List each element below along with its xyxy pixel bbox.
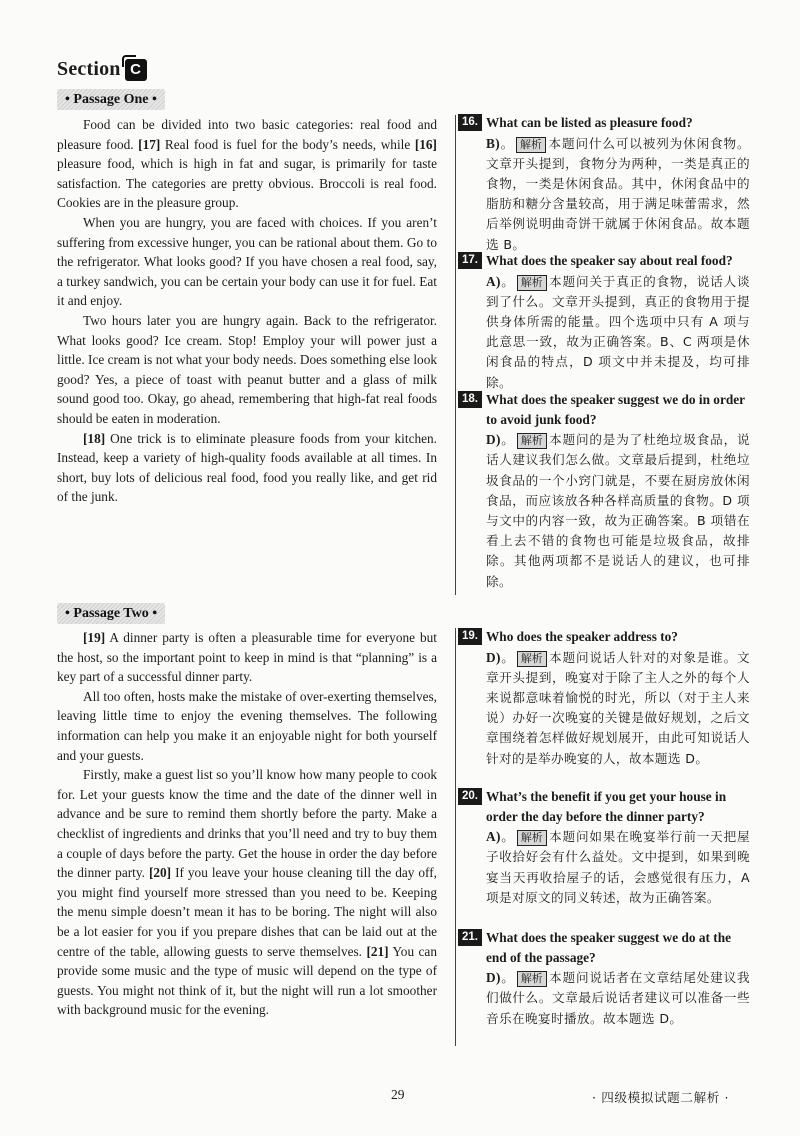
passage-paragraph (57, 213, 437, 311)
explanation-label: 解析 (517, 830, 547, 846)
answer-separator: 。 (500, 970, 515, 986)
passage-text: When you are hungry, you are faced with choices. If you aren’t suffering from excessive hunger, you can be rational about them. Go to the refrigerator. What looks good? If you have chosen a real food, say, a turkey sandwich, you can be certain your body can use it for fuel. Eat it and enjoy. (57, 214, 437, 309)
question-marker: [16] (414, 136, 437, 152)
question-explanation (486, 134, 750, 255)
answer-letter: D) (486, 970, 501, 986)
passage-text: If you leave your house cleaning till the day off, you might find yourself more stressed than you need to be. Keeping the menu simple doesn’t mean it has to be boring. The night will also be a lot easier for you if you prepare dishes that can be laid out at the centre of the table, allowing guests to serve themselves. (57, 865, 437, 959)
answer-separator: 。 (500, 829, 515, 845)
answer-letter: A) (486, 829, 501, 845)
question-number: 16. (458, 114, 482, 131)
explanation-text: 本题问的是为了杜绝垃圾食品，说话人建议我们怎么做。文章最后提到，杜绝垃圾食品的一个小窍门就是，不要在厨房放休闲食品，而应该放各种各样高质量的食物。D 项与文中的内容一致，故为正确答案。B 项错在看上去不错的食物也可能是垃圾食品，故排除。其他两项都不是说话人的建议，也可排除。 (486, 432, 751, 589)
answer-letter: D) (486, 432, 501, 448)
explanation-text: 本题问说话人针对的对象是谁。文章开头提到，晚宴对于除了主人之外的每个人来说都意味着愉悦的时光，所以（对于主人来说）办好一次晚宴的关键是做好规划，之后文章围绕着怎样做好规划展开，由此可知说话人针对的是举办晚宴的人，故本题选 D。 (486, 649, 751, 766)
passage-two-tag: • Passage Two • (57, 603, 165, 624)
question-text: What does the speaker say about real food? (486, 253, 733, 268)
question-number: 17. (458, 252, 482, 269)
question-explanation (486, 430, 750, 592)
explanation-label: 解析 (516, 137, 546, 153)
answer-letter: B) (486, 135, 501, 151)
passage-text: Food can be divided into two basic categories: real food and pleasure food. (57, 117, 437, 152)
section-letter-badge: C (125, 59, 147, 81)
question-text: Who does the speaker address to? (486, 629, 678, 644)
passage-paragraph (57, 311, 437, 429)
explanation-label: 解析 (517, 651, 547, 667)
explanation-text: 本题问关于真正的食物，说话人谈到了什么。文章开头提到，真正的食物用于提供身体所需的能量。四个选项中只有 A 项与此意思一致，故为正确答案。B、C 两项是休闲食品的特点，D 项文中并未提及，均可排除。 (486, 273, 751, 390)
question-number: 20. (458, 788, 482, 805)
passage-text: All too often, hosts make the mistake of over-exerting themselves, leaving little time to enjoy the evening themselves. The following information can help you make it an enjoyable night for both yourself and your guests. (57, 688, 437, 763)
passage-one-text (57, 115, 437, 507)
explanation-label: 解析 (517, 433, 547, 449)
question-explanation (486, 827, 750, 908)
question-number: 21. (458, 929, 482, 946)
question-block (458, 627, 750, 769)
question-explanation (486, 272, 750, 393)
section-title (57, 58, 147, 81)
passage-paragraph (57, 628, 437, 687)
question-marker: [21] (366, 943, 389, 959)
question-block (458, 390, 750, 592)
question-marker: [17] (138, 136, 161, 152)
question-block (458, 113, 750, 255)
answer-separator: 。 (500, 135, 515, 151)
question-header (458, 113, 750, 133)
passage-text: pleasure food, which is high in fat and sugar, is primarily for taste satisfaction. The categories are pretty obvious. Broccoli is real food. Cookies are in the pleasure group. (57, 156, 437, 211)
explanation-text: 本题问说话者在文章结尾处建议我们做什么。文章最后说话者建议可以准备一些音乐在晚宴时播放。故本题选 D。 (486, 970, 751, 1026)
explanation-label: 解析 (517, 971, 547, 987)
question-header (458, 787, 750, 826)
passage-text: One trick is to eliminate pleasure foods from your kitchen. Instead, keep a variety of high-quality foods available at all times. In short, buy lots of delicious real food, food you really like, and get rid of the junk. (57, 430, 437, 505)
explanation-text: 本题问什么可以被列为休闲食物。文章开头提到，食物分为两种，一类是真正的食物，一类是休闲食品。其中，休闲食品中的脂肪和糖分含量较高，用于满足味蕾需求，然后举例说明曲奇饼干就属于休闲食品。故本题选 B。 (486, 135, 750, 252)
question-text: What’s the benefit if you get your house in order the day before the dinner party? (486, 789, 727, 824)
question-header (458, 251, 750, 271)
passage-text: Firstly, make a guest list so you’ll know how many people to cook for. Let your guests know the time and the date of the dinner well in advance and be sure to remind them shortly before the party. Make a checklist of ingredients and drinks that you’ll need and try to buy them a couple of days before the party. Get the house in order the day before the dinner party. (57, 767, 437, 881)
running-footer-title: · 四级模拟试题二解析 · (592, 1090, 730, 1105)
passage-paragraph (57, 115, 437, 213)
passage-two-text (57, 628, 437, 1020)
answer-letter: D) (486, 649, 501, 665)
question-number: 19. (458, 628, 482, 645)
column-divider (455, 628, 456, 1046)
column-divider (455, 115, 456, 595)
question-header (458, 390, 750, 429)
question-block (458, 928, 750, 1029)
question-explanation (486, 968, 750, 1029)
question-marker: [19] (83, 630, 106, 645)
passage-one-tag: • Passage One • (57, 89, 165, 110)
explanation-label: 解析 (517, 275, 547, 291)
question-block (458, 787, 750, 908)
passage-text: A dinner party is often a pleasurable time for everyone but the host, so the important point to keep in mind is that “planning” is a key part of a successful dinner party. (57, 630, 437, 685)
passage-text: You can provide some music and the type of music will depend on the type of guests. You might not think of it, but the night will run a lot smoother with background music for the evening. (57, 943, 437, 1018)
question-text: What does the speaker suggest we do at the end of the passage? (486, 930, 732, 965)
question-marker: [18] (83, 430, 106, 446)
passage-paragraph (57, 429, 437, 507)
question-marker: [20] (148, 865, 172, 881)
question-text: What does the speaker suggest we do in order to avoid junk food? (486, 392, 745, 427)
question-header (458, 627, 750, 647)
question-explanation (486, 648, 750, 769)
answer-separator: 。 (500, 432, 515, 448)
answer-separator: 。 (500, 273, 515, 289)
passage-text: Two hours later you are hungry again. Back to the refrigerator. What looks good? Ice cream. Stop! Employ your will power just a little. Ice cream is not what your body needs. Does something else look good? Yes, a piece of toast with peanut butter and a glass of milk sound good too. Okay, go ahead, remembering that high-fat real foods should be eaten in moderation. (57, 312, 437, 426)
passage-paragraph (57, 687, 437, 765)
question-block (458, 251, 750, 393)
question-header (458, 928, 750, 967)
page-number: 29 (391, 1087, 405, 1102)
answer-letter: A) (486, 273, 501, 289)
question-text: What can be listed as pleasure food? (486, 115, 693, 130)
answer-separator: 。 (500, 649, 515, 665)
question-number: 18. (458, 391, 482, 408)
explanation-text: 本题问如果在晚宴举行前一天把屋子收拾好会有什么益处。文中提到，如果到晚宴当天再收拾屋子的话，会感觉很有压力，A 项是对原文的同义转述，故为正确答案。 (486, 829, 751, 905)
passage-text: Real food is fuel for the body’s needs, while (160, 136, 415, 152)
passage-paragraph (57, 765, 437, 1020)
section-title-text: Section (57, 58, 121, 80)
